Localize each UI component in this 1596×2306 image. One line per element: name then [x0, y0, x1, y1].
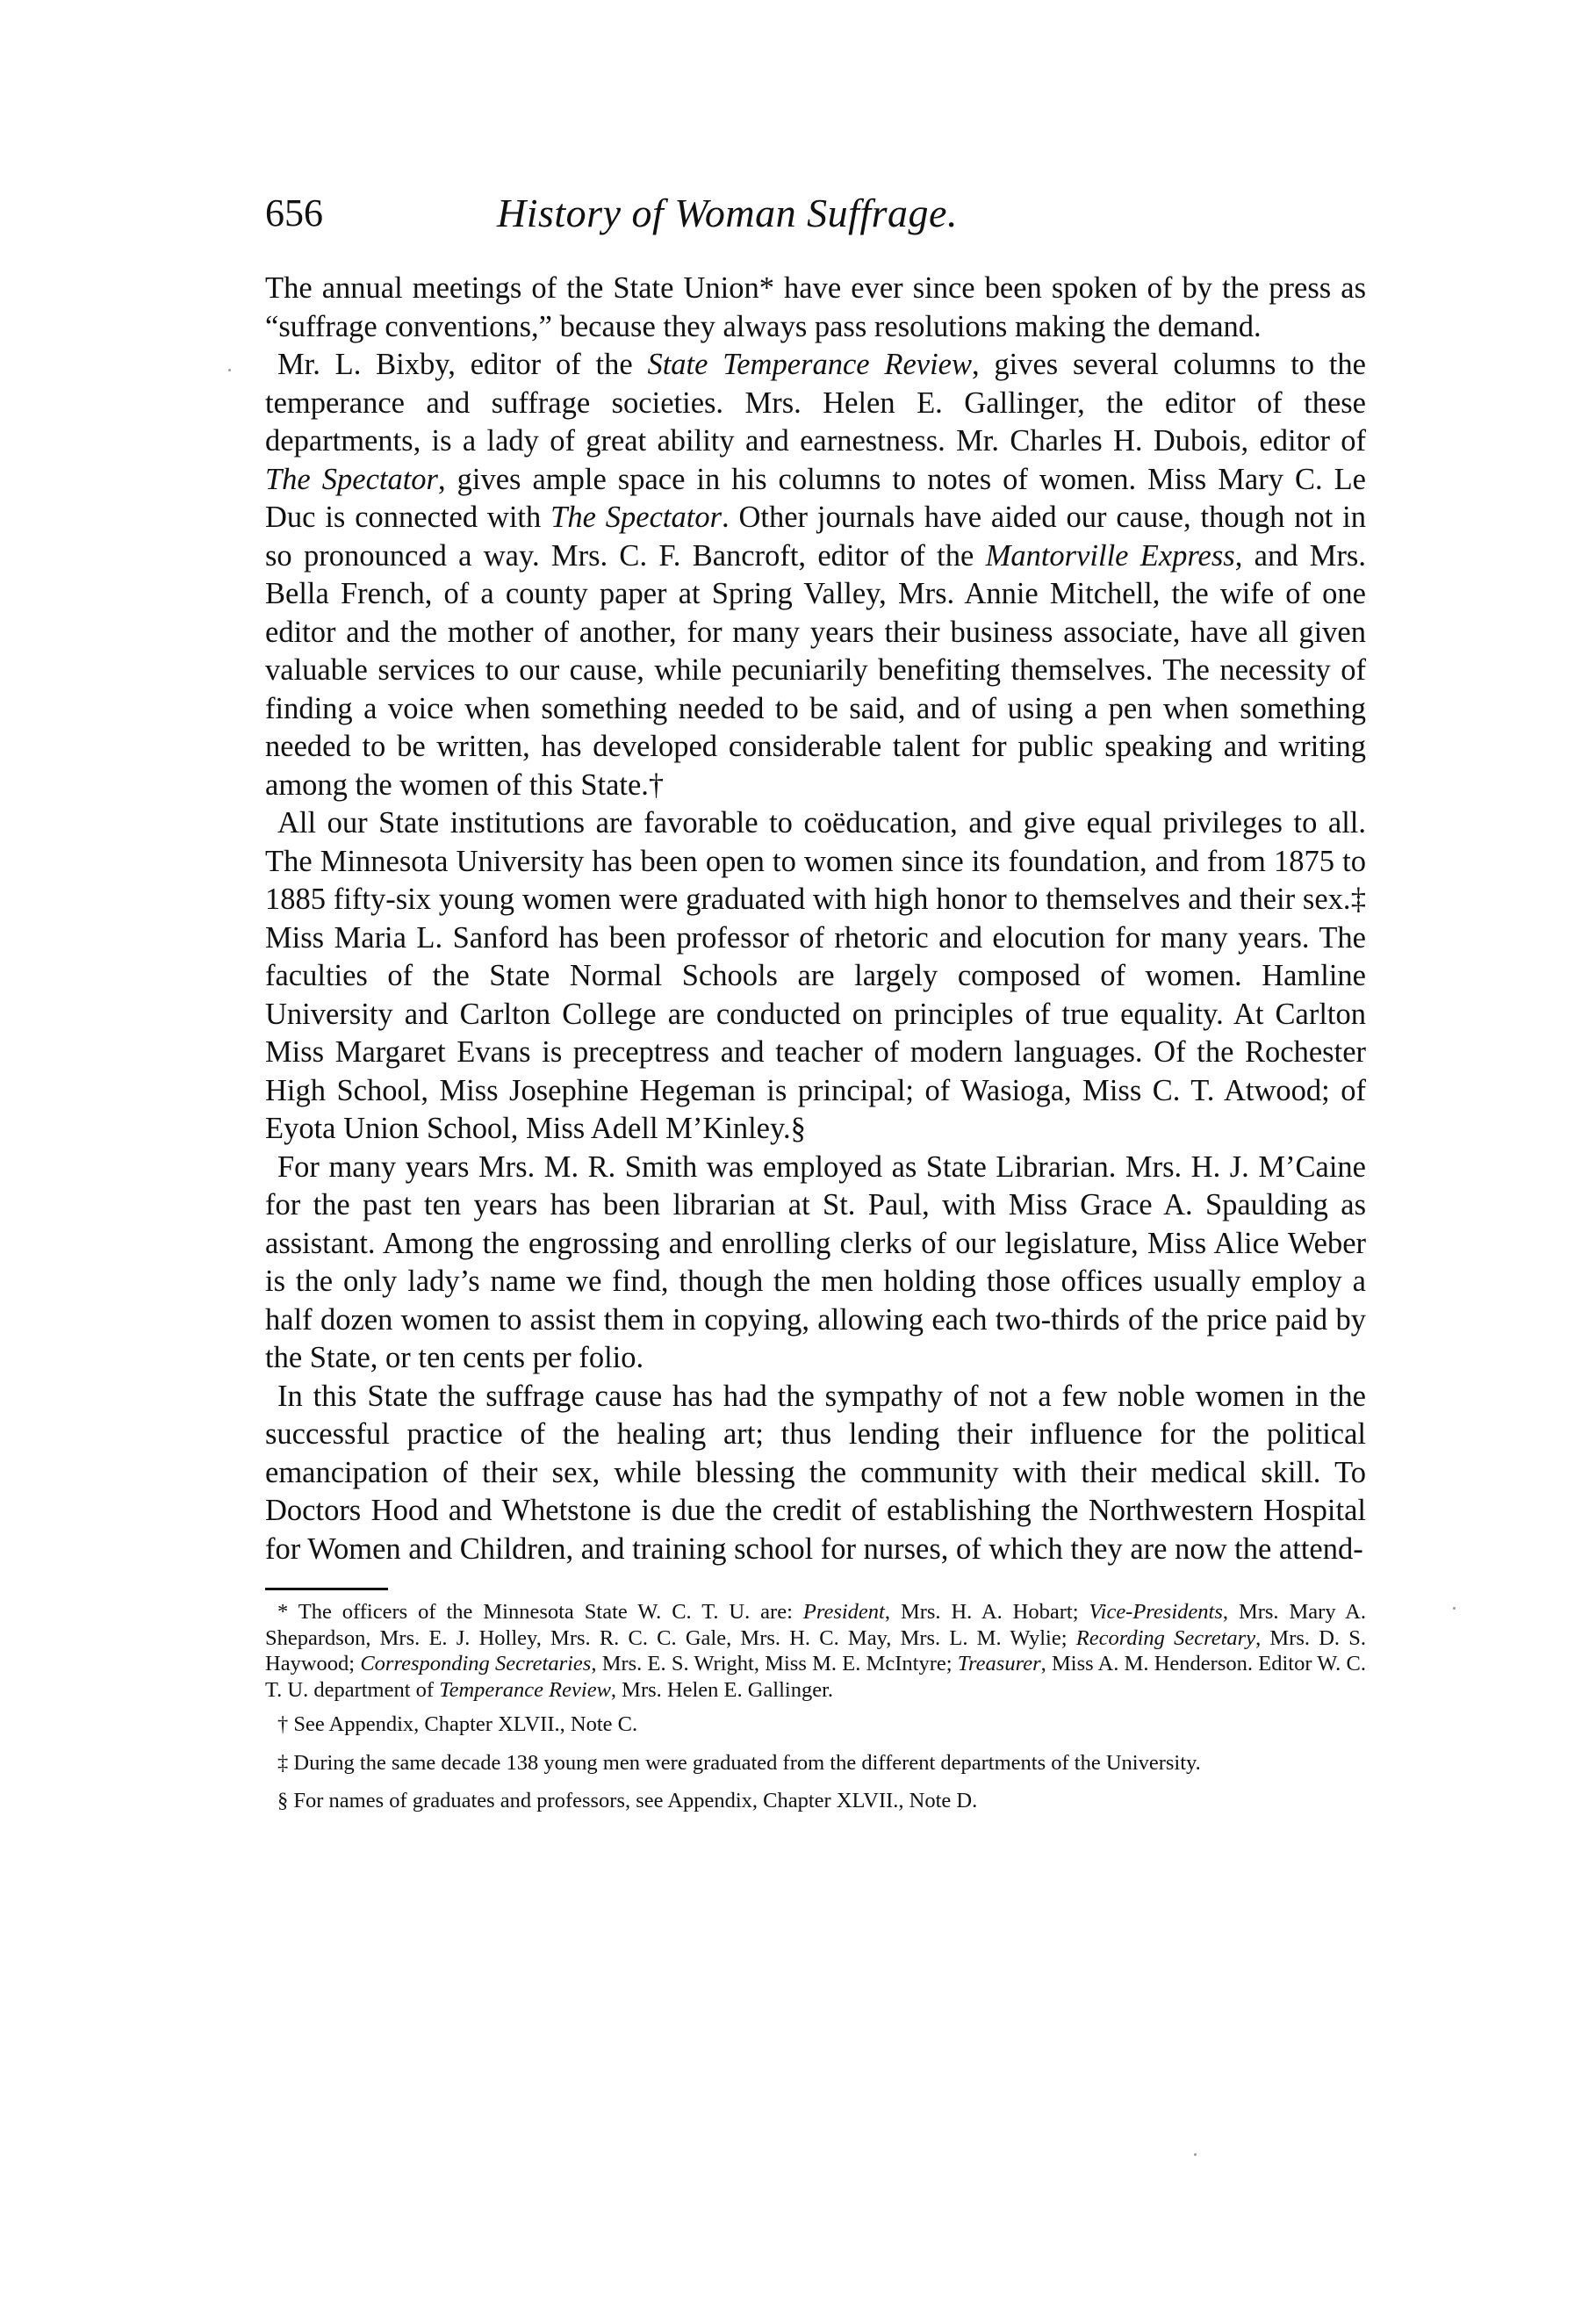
text-run: , Mrs. E. S. Wright, Miss M. E. McIntyre;	[591, 1652, 958, 1675]
text-run: , Mrs. Helen E. Gallinger.	[610, 1677, 834, 1702]
office-title: Treasurer	[957, 1652, 1041, 1675]
journal-title: Temperance Review	[439, 1677, 611, 1702]
office-title: President	[802, 1600, 885, 1624]
footnote-dagger: † See Appendix, Chapter XLVII., Note C.	[277, 1712, 638, 1736]
paragraph-librarians: For many years Mrs. M. R. Smith was employed as State Librarian. Mrs. H. J. M’Caine for the past ten years has been librarian at St. Paul, with Miss Grace A. Spaulding as assistant. Among the engrossing and enrolling clerks of our legislature, Miss Alice Weber is the only lady’s name we find, though the men holding those offices usually employ a half dozen women to assist them in copying, allowing each two-thirds of the price paid by the State, or ten cents per folio.	[265, 1149, 1366, 1374]
footnote-double-dagger: ‡ During the same decade 138 young men were graduated from the different departments of the University.	[277, 1750, 1201, 1775]
text-run: , gives ample space in his columns to notes of women. Miss Mary C. Le Duc is connected with	[265, 462, 1366, 534]
text-run: , Mrs. H. A. Hobart;	[884, 1600, 1089, 1624]
footnote-section: § For names of graduates and professors, see Appendix, Chapter XLVII., Note D.	[277, 1789, 978, 1812]
paragraph-education: All our State institutions are favorable to coëducation, and give equal privileges to all. The Minnesota University has been open to women since its foundation, and from 1875 to 1885 fifty-six young women were graduated with high honor to themselves and their sex.‡ Miss Maria L. Sanford has been professor of rhetoric and elocution for many years. The faculties of the State Normal Schools are largely composed of women. Hamline University and Carlton College are conducted on principles of true equality. At Carlton Miss Margaret Evans is preceptress and teacher of modern languages. Of the Rochester High School, Miss Josephine Hegeman is principal; of Wasioga, Miss C. T. Atwood; of Eyota Union School, Miss Adell M’Kinley.§	[265, 806, 1366, 1145]
scan-speck	[1453, 1607, 1456, 1610]
paragraph-medicine: In this State the suffrage cause has had the sympathy of not a few noble women in the successful practice of the healing art; thus lending their influence for the political emancipation of their sex, while blessing the community with their medical skill. To Doctors Hood and Whetstone is due the credit of establishing the Northwestern Hospital for Women and Children, and training school for nurses, of which they are now the attend-	[265, 1379, 1366, 1566]
text-run: , and Mrs. Bella French, of a county paper at Spring Valley, Mrs. Annie Mitchell, the wife of one editor and the mother of another, for many years their business associate, have all given valuable services to our cause, while pecuniarily benefiting themselves. The necessity of finding a voice when something needed to be said, and of using a pen when something needed to be written, has developed considerable talent for public speaking and writing among the women of this State.†	[265, 538, 1366, 802]
journal-title: State Temperance Review	[647, 348, 972, 381]
journal-title: Mantorville Express	[985, 538, 1235, 573]
footnote-rule	[265, 1588, 388, 1590]
paragraph-press	[265, 346, 1366, 804]
journal-title: The Spectator	[550, 501, 722, 534]
text-run: , Miss A. M. Henderson. Editor W. C. T. U. department of	[265, 1652, 1366, 1702]
body-text	[265, 270, 1366, 1568]
paragraph-state-union: The annual meetings of the State Union* have ever since been spoken of by the press as “suffrage conventions,” because they always pass resolutions making the demand.	[265, 271, 1366, 343]
office-title: Recording Secretary	[1075, 1625, 1256, 1650]
text-run: * The officers of the Minnesota State W. C. T. U. are:	[277, 1600, 803, 1624]
scan-speck	[228, 369, 231, 371]
office-title: Vice-Presidents	[1089, 1600, 1223, 1624]
page-number: 656	[265, 191, 323, 234]
text-run: , gives several columns to the temperance and suffrage societies. Mrs. Helen E. Gallinger, the editor of these departments, is a lady of great ability and earnestness. Mr. Charles H. Dubois, editor of	[265, 348, 1366, 458]
scan-speck	[1194, 2153, 1197, 2156]
page-header	[265, 189, 1366, 252]
text-run: , Mrs. Mary A. Shepardson, Mrs. E. J. Holley, Mrs. R. C. C. Gale, Mrs. H. C. May, Mrs. L. M. Wylie;	[265, 1600, 1366, 1650]
text-run: . Other journals have aided our cause, though not in so pronounced a way. Mrs. C. F. Bancroft, editor of the	[265, 501, 1366, 573]
journal-title: The Spectator	[265, 462, 438, 496]
footnote-officers	[265, 1599, 1366, 1703]
text-run: , Mrs. D. S. Haywood;	[265, 1625, 1367, 1675]
running-head: History of Woman Suffrage.	[497, 191, 958, 235]
office-title: Corresponding Secretaries	[360, 1652, 592, 1675]
book-page	[265, 189, 1366, 1827]
text-run: Mr. L. Bixby, editor of the	[277, 348, 648, 381]
footnotes	[265, 1599, 1366, 1814]
